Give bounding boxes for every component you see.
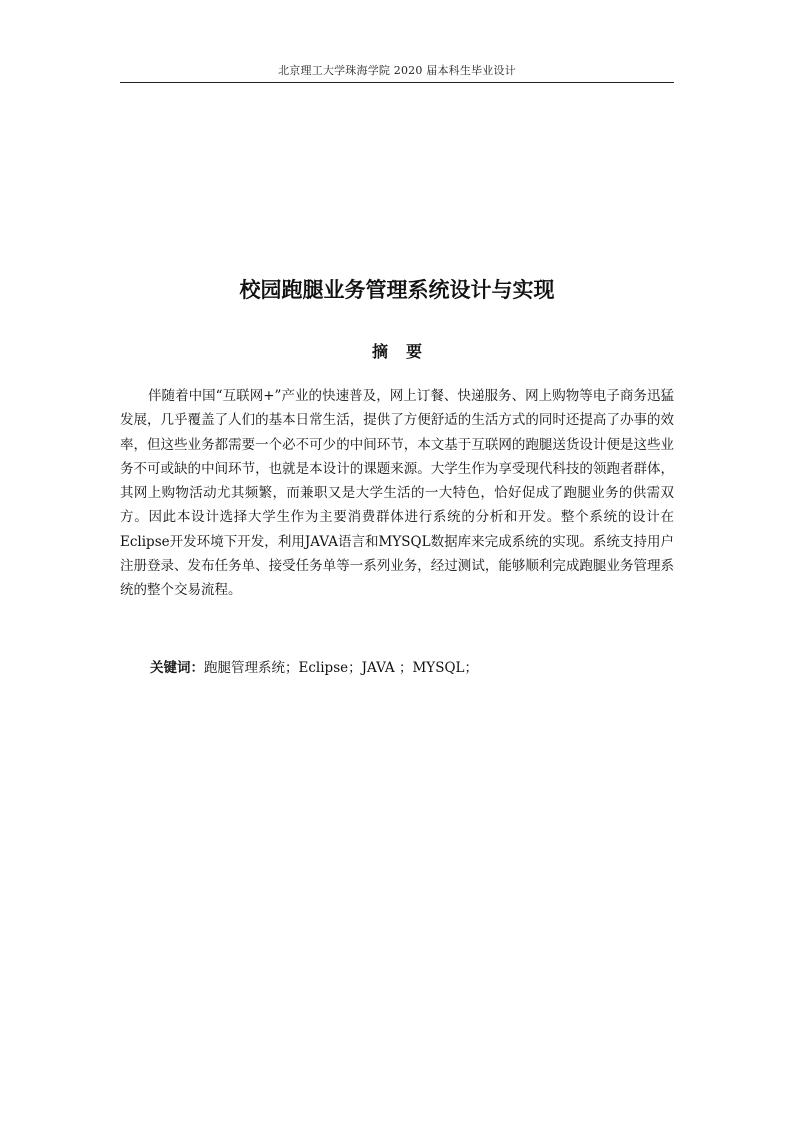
- abstract-body: 伴随着中国“互联网+”产业的快速普及，网上订餐、快递服务、网上购物等电子商务迅猛发展，几乎覆盖了人们的基本日常生活，提供了方便舒适的生活方式的同时还提高了办事的效率，但这些业务都需要一个必不可少的中间环节，本文基于互联网的跑腿送货设计便是这些业务不可或缺的中间环节，也就是本设计的课题来源。大学生作为享受现代科技的领跑者群体，其网上购物活动尤其频繁，而兼职又是大学生活的一大特色，恰好促成了跑腿业务的供需双方。因此本设计选择大学生作为主要消费群体进行系统的分析和开发。整个系统的设计在Eclipse开发环境下开发，利用JAVA语言和MYSQL数据库来完成系统的实现。系统支持用户注册登录、发布任务单、接受任务单等一系列业务，经过测试，能够顺利完成跑腿业务管理系统的整个交易流程。: [120, 388, 674, 599]
- keywords-value: 跑腿管理系统；Eclipse；JAVA ；MYSQL；: [204, 660, 478, 676]
- header-text: 北京理工大学珠海学院 2020 届本科生毕业设计: [278, 64, 516, 77]
- document-title: 校园跑腿业务管理系统设计与实现: [239, 278, 555, 302]
- keywords-label: 关键词：: [150, 660, 204, 676]
- abstract-heading: 摘要: [371, 342, 440, 361]
- page-header: [120, 64, 674, 83]
- keywords-line: [150, 656, 670, 680]
